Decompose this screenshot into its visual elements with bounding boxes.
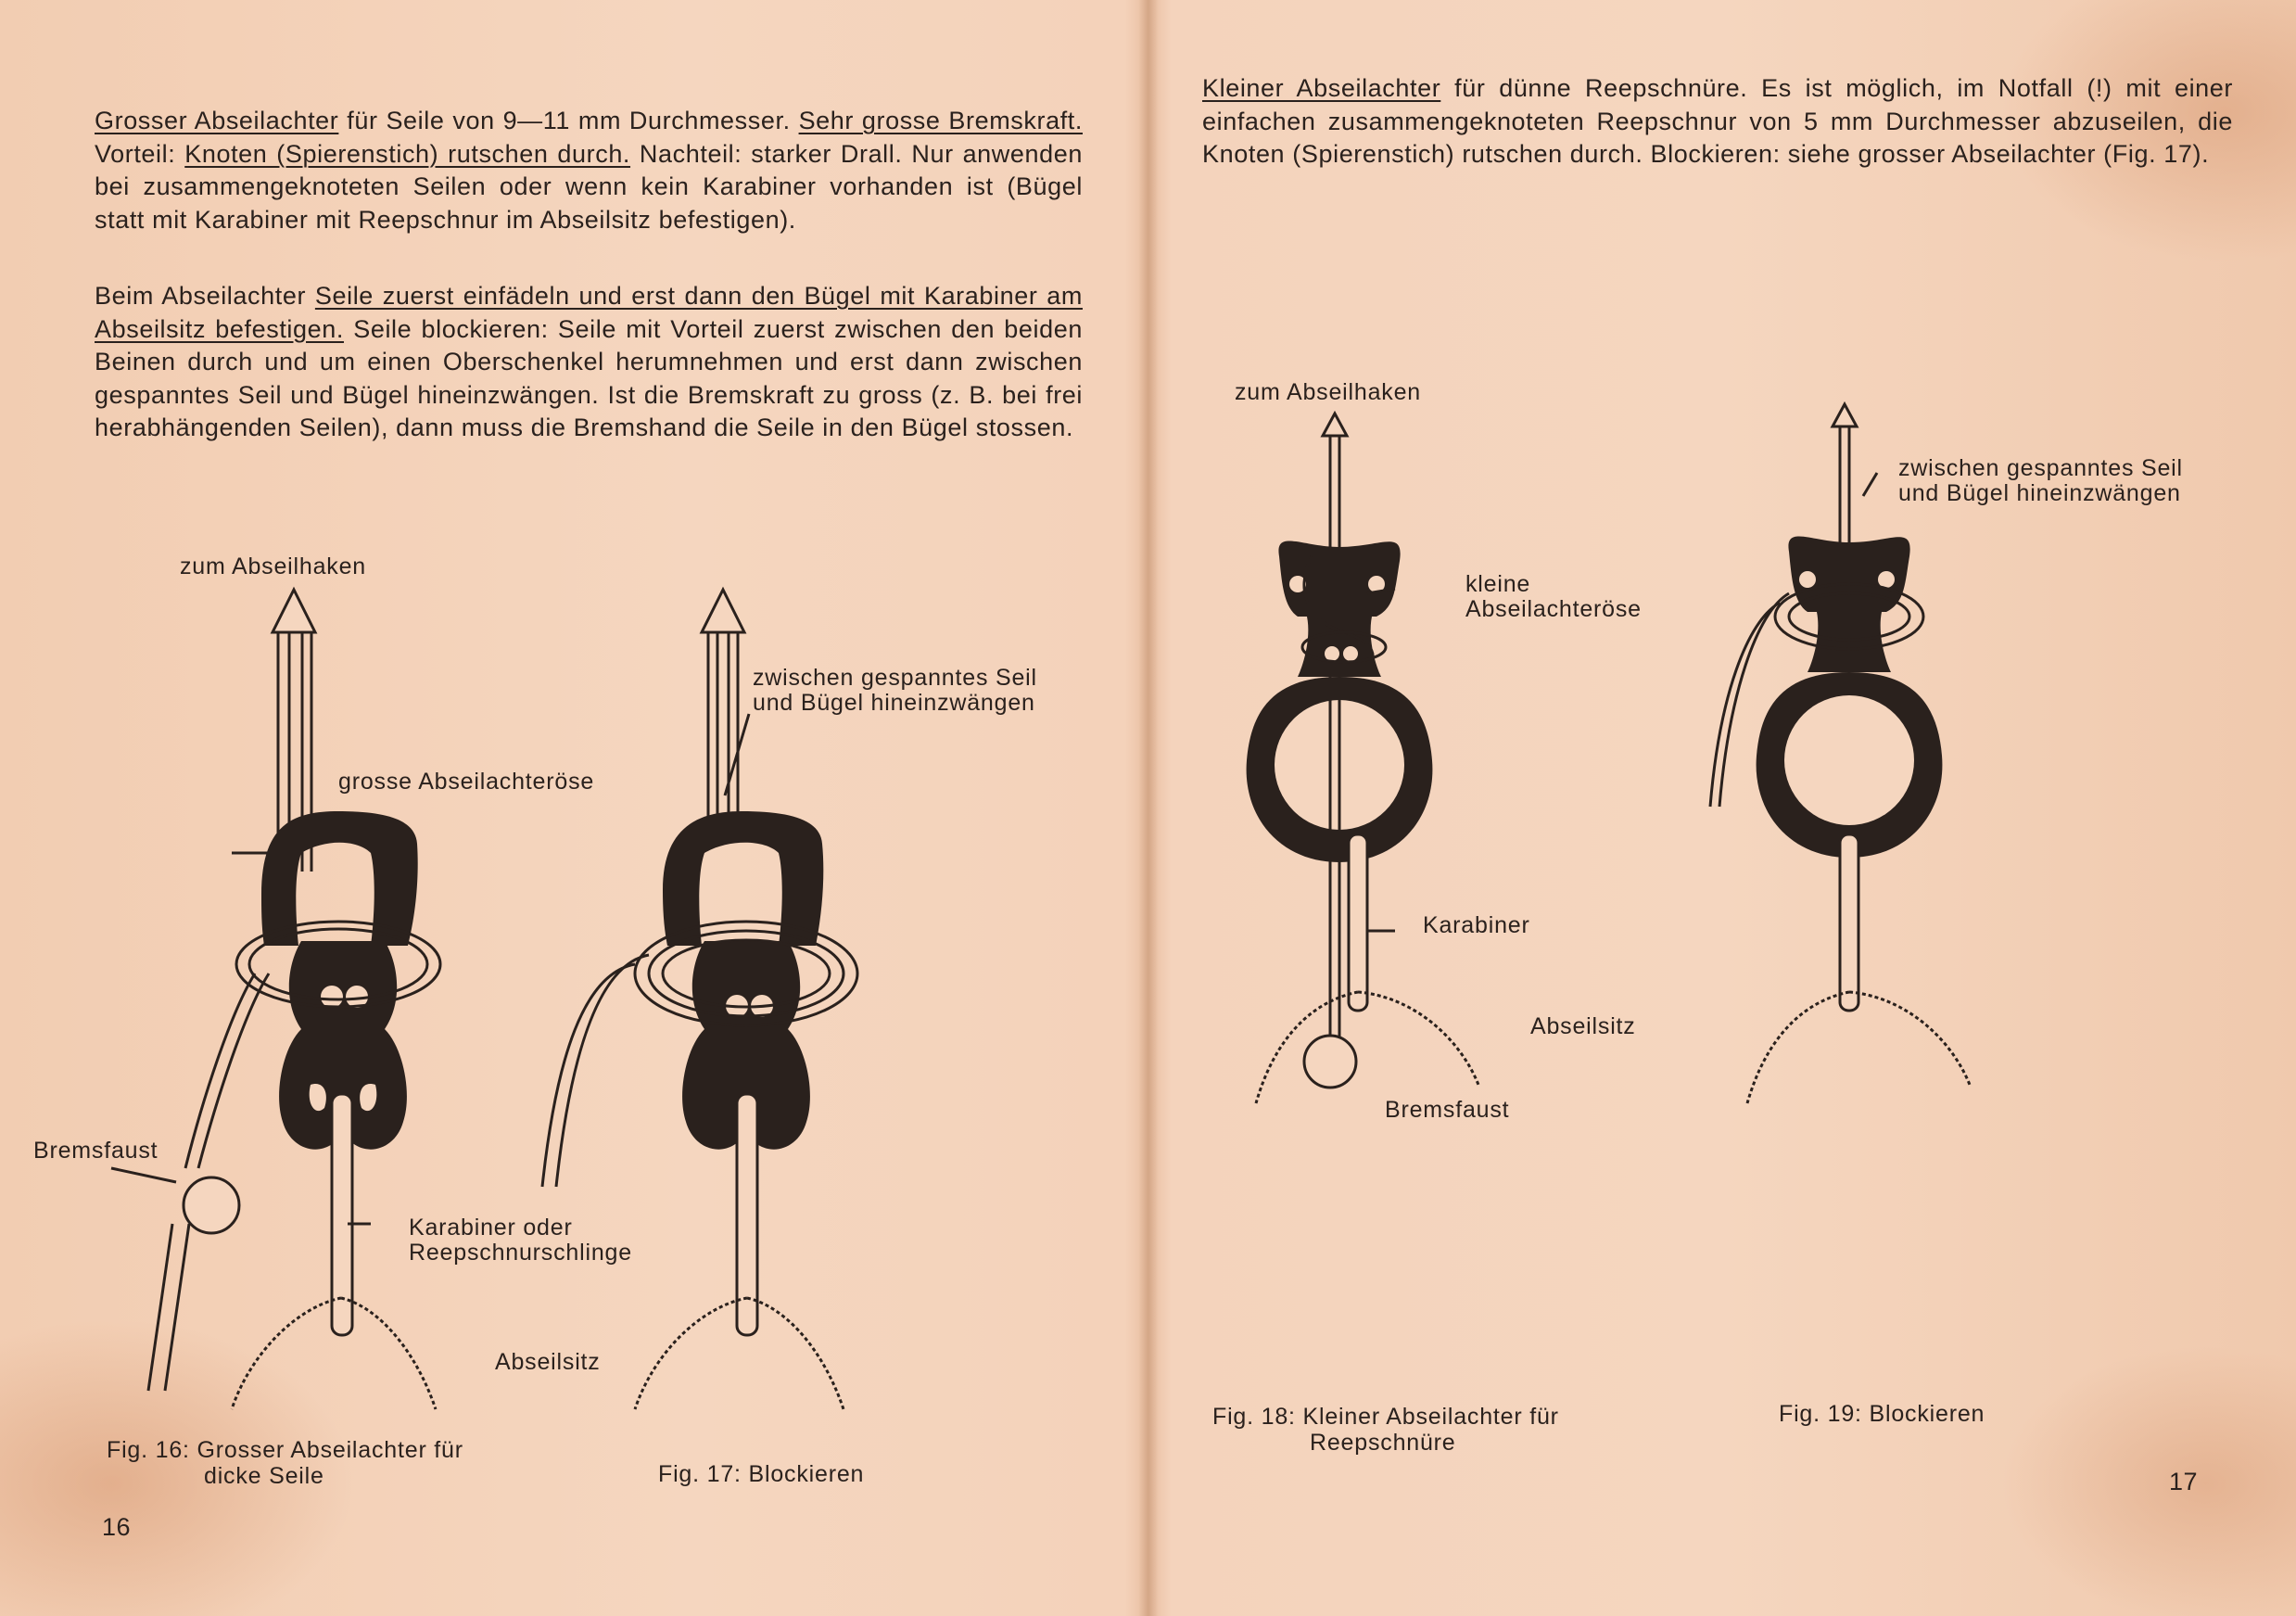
- large-eye: [261, 811, 418, 946]
- caption-fig-18: Fig. 18: Kleiner Abseilachter für Reepschnüre: [1212, 1404, 1559, 1456]
- brake-fist: [184, 1177, 239, 1233]
- arrow-up-icon: [702, 590, 744, 632]
- underline-bremskraft: Sehr grosse Bremskraft.: [798, 107, 1083, 134]
- brake-fist: [1304, 1036, 1356, 1088]
- caption-fig-19: Fig. 19: Blockieren: [1779, 1401, 1985, 1427]
- paragraph-grosser-abseilachter: Grosser Abseilachter für Seile von 9—11 mm Durchmesser. Sehr grosse Bremskraft. Vorteil: Knoten (Spierenstich) rutschen durch. Nachteil: starker Drall. Nur anwenden bei zusammengeknoteten Seilen oder wenn kein Karabiner vorhanden ist (Bügel statt mit Karabiner mit Reepschnur im Abseilsitz befestigen).: [95, 107, 1083, 234]
- label-zum-abseilhaken-small: zum Abseilhaken: [1235, 379, 1422, 405]
- underline-knoten: Knoten (Spierenstich) rutschen durch.: [184, 139, 631, 168]
- paragraph-kleiner-abseilachter: Kleiner Abseilachter für dünne Reepschnüre. Es ist möglich, im Notfall (!) mit einer einfachen zusammengeknoteten Reepschnur von 5 mm Durchmesser abzuseilen, die Knoten (Spierenstich) rutschen durch. Blockieren: siehe grosser Abseilachter (Fig. 17).: [1202, 74, 2233, 168]
- label-bremsfaust: Bremsfaust: [33, 1138, 159, 1164]
- label-abseilsitz-small: Abseilsitz: [1530, 1013, 1636, 1039]
- label-zum-abseilhaken: zum Abseilhaken: [180, 554, 367, 579]
- figure-19-drawing: [1710, 399, 2081, 1196]
- caption-fig-16: Fig. 16: Grosser Abseilachter für dicke Seile: [107, 1437, 463, 1489]
- underline-seile-einfaedeln: Seile zuerst einfädeln und erst dann den Bügel mit Karabiner am Abseilsitz befestigen.: [95, 282, 1083, 343]
- label-kleine-abseilachteroese: kleine Abseilachteröse: [1465, 571, 1642, 622]
- underline-grosser-abseilachter: Grosser Abseilachter: [95, 107, 339, 134]
- page-number-17: 17: [2169, 1468, 2199, 1495]
- arrow-up-icon: [1323, 414, 1347, 436]
- page-number-16: 16: [102, 1513, 132, 1541]
- label-bremsfaust-small: Bremsfaust: [1385, 1097, 1510, 1123]
- label-karabiner-oder: Karabiner oder Reepschnurschlinge: [409, 1215, 632, 1266]
- figure-16-drawing: [93, 575, 612, 1446]
- figure-18-drawing: [1210, 399, 1580, 1196]
- label-grosse-abseilachteroese: grosse Abseilachteröse: [338, 769, 595, 795]
- label-zwischen-gespanntes-seil-small: zwischen gespanntes Seil und Bügel hineinzwängen: [1898, 455, 2183, 506]
- underline-kleiner-abseilachter: Kleiner Abseilachter: [1202, 74, 1441, 102]
- paragraph-beim-abseilachter: Beim Abseilachter Seile zuerst einfädeln und erst dann den Bügel mit Karabiner am Abseilsitz befestigen. Seile blockieren: Seile mit Vorteil zuerst zwischen den beiden Beinen durch und um einen Oberschenkel herumnehmen und erst dann zwischen gespanntes Seil und Bügel hineinzwängen. Ist die Bremskraft zu gross (z. B. bei frei herabhängenden Seilen), dann muss die Bremshand die Seile in den Bügel stossen.: [95, 282, 1083, 441]
- arrow-up-icon: [273, 590, 315, 632]
- page-17: [1154, 0, 2296, 1616]
- label-zwischen-gespanntes-seil: zwischen gespanntes Seil und Bügel hineinzwängen: [753, 665, 1037, 716]
- arrow-up-icon: [1833, 404, 1857, 426]
- label-abseilsitz: Abseilsitz: [495, 1349, 601, 1375]
- page-16: [0, 0, 1145, 1616]
- caption-fig-17: Fig. 17: Blockieren: [658, 1461, 865, 1487]
- label-karabiner: Karabiner: [1423, 912, 1530, 938]
- large-eye: [663, 811, 823, 946]
